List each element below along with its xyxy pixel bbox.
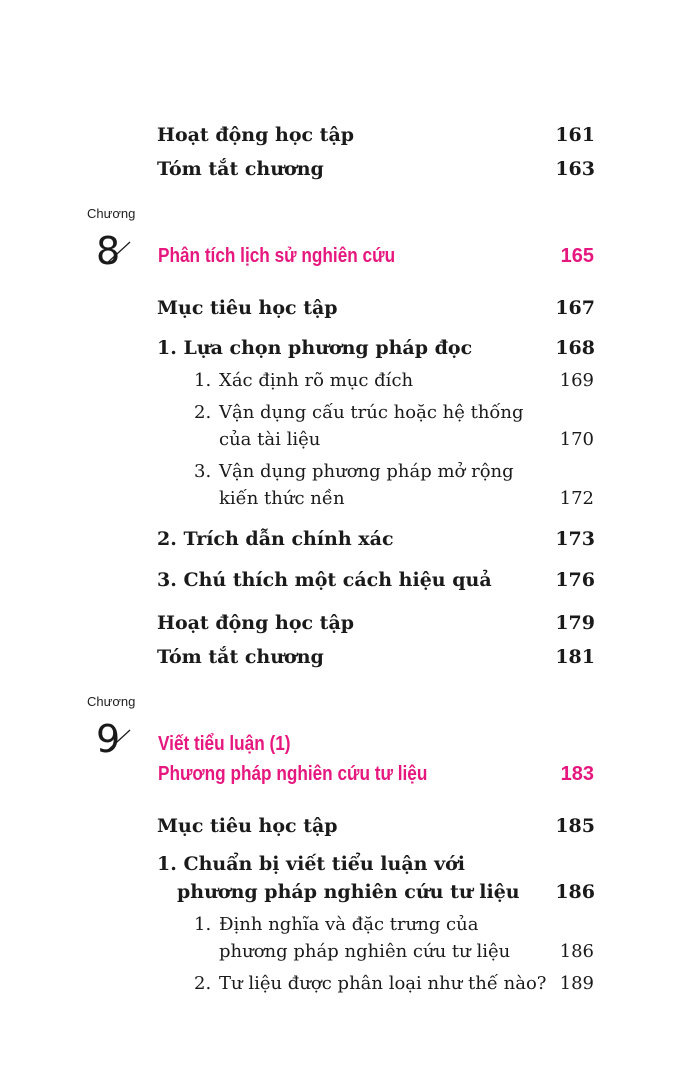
toc-section-page: 176 bbox=[555, 569, 595, 591]
toc-entry-page: 185 bbox=[555, 815, 595, 837]
toc-subsection-page: 189 bbox=[559, 973, 594, 994]
chapter-label: Chương bbox=[87, 206, 136, 221]
toc-entry-page: 161 bbox=[555, 124, 595, 146]
toc-subsection-number: 1. bbox=[194, 914, 212, 935]
toc-entry-label: Tóm tắt chương bbox=[157, 646, 324, 668]
toc-subsection-page: 170 bbox=[559, 429, 594, 450]
toc-section-label: 1. Lựa chọn phương pháp đọc bbox=[157, 337, 473, 359]
chapter-title: Phân tích lịch sử nghiên cứu bbox=[158, 245, 396, 267]
toc-entry-page: 167 bbox=[555, 297, 595, 319]
toc-subsection-label: Vận dụng cấu trúc hoặc hệ thống bbox=[219, 402, 524, 423]
toc-section-label: 1. Chuẩn bị viết tiểu luận với bbox=[157, 853, 466, 875]
chapter-title: Viết tiểu luận (1) bbox=[158, 733, 291, 755]
chapter-page: 183 bbox=[560, 763, 594, 785]
toc-section-page: 173 bbox=[555, 528, 595, 550]
chapter-number-9 bbox=[92, 712, 132, 762]
toc-section-label: 2. Trích dẫn chính xác bbox=[157, 528, 394, 550]
toc-entry-page: 181 bbox=[555, 646, 595, 668]
toc-subsection-label: Tư liệu được phân loại như thế nào? bbox=[219, 973, 547, 994]
toc-subsection-page: 172 bbox=[559, 488, 594, 509]
toc-section-label: phương pháp nghiên cứu tư liệu bbox=[177, 881, 520, 903]
toc-subsection-label: Vận dụng phương pháp mở rộng bbox=[219, 461, 514, 482]
toc-subsection-number: 2. bbox=[194, 402, 212, 423]
toc-entry-label: Mục tiêu học tập bbox=[157, 815, 338, 837]
toc-subsection-page: 186 bbox=[559, 941, 594, 962]
toc-section-label: 3. Chú thích một cách hiệu quả bbox=[157, 569, 492, 591]
toc-subsection-label: kiến thức nền bbox=[219, 488, 345, 509]
toc-subsection-number: 3. bbox=[194, 461, 212, 482]
toc-section-page: 168 bbox=[555, 337, 595, 359]
chapter-label: Chương bbox=[87, 694, 136, 709]
toc-subsection-number: 1. bbox=[194, 370, 212, 391]
toc-subsection-number: 2. bbox=[194, 973, 212, 994]
chapter-page: 165 bbox=[560, 245, 594, 267]
toc-entry-page: 163 bbox=[555, 158, 595, 180]
chapter-number-text: 9 bbox=[96, 717, 121, 761]
toc-section-page: 186 bbox=[555, 881, 595, 903]
toc-entry-label: Hoạt động học tập bbox=[157, 124, 355, 146]
chapter-number-text: 8 bbox=[96, 229, 121, 273]
toc-entry-label: Mục tiêu học tập bbox=[157, 297, 338, 319]
toc-subsection-label: của tài liệu bbox=[219, 429, 321, 450]
chapter-title: Phương pháp nghiên cứu tư liệu bbox=[158, 763, 428, 785]
toc-entry-label: Tóm tắt chương bbox=[157, 158, 324, 180]
chapter-number-8 bbox=[92, 224, 132, 274]
toc-entry-label: Hoạt động học tập bbox=[157, 612, 355, 634]
toc-entry-page: 179 bbox=[555, 612, 595, 634]
toc-subsection-label: phương pháp nghiên cứu tư liệu bbox=[219, 941, 511, 962]
toc-subsection-label: Định nghĩa và đặc trưng của bbox=[219, 914, 479, 935]
toc-subsection-page: 169 bbox=[559, 370, 594, 391]
toc-subsection-label: Xác định rõ mục đích bbox=[219, 370, 414, 391]
